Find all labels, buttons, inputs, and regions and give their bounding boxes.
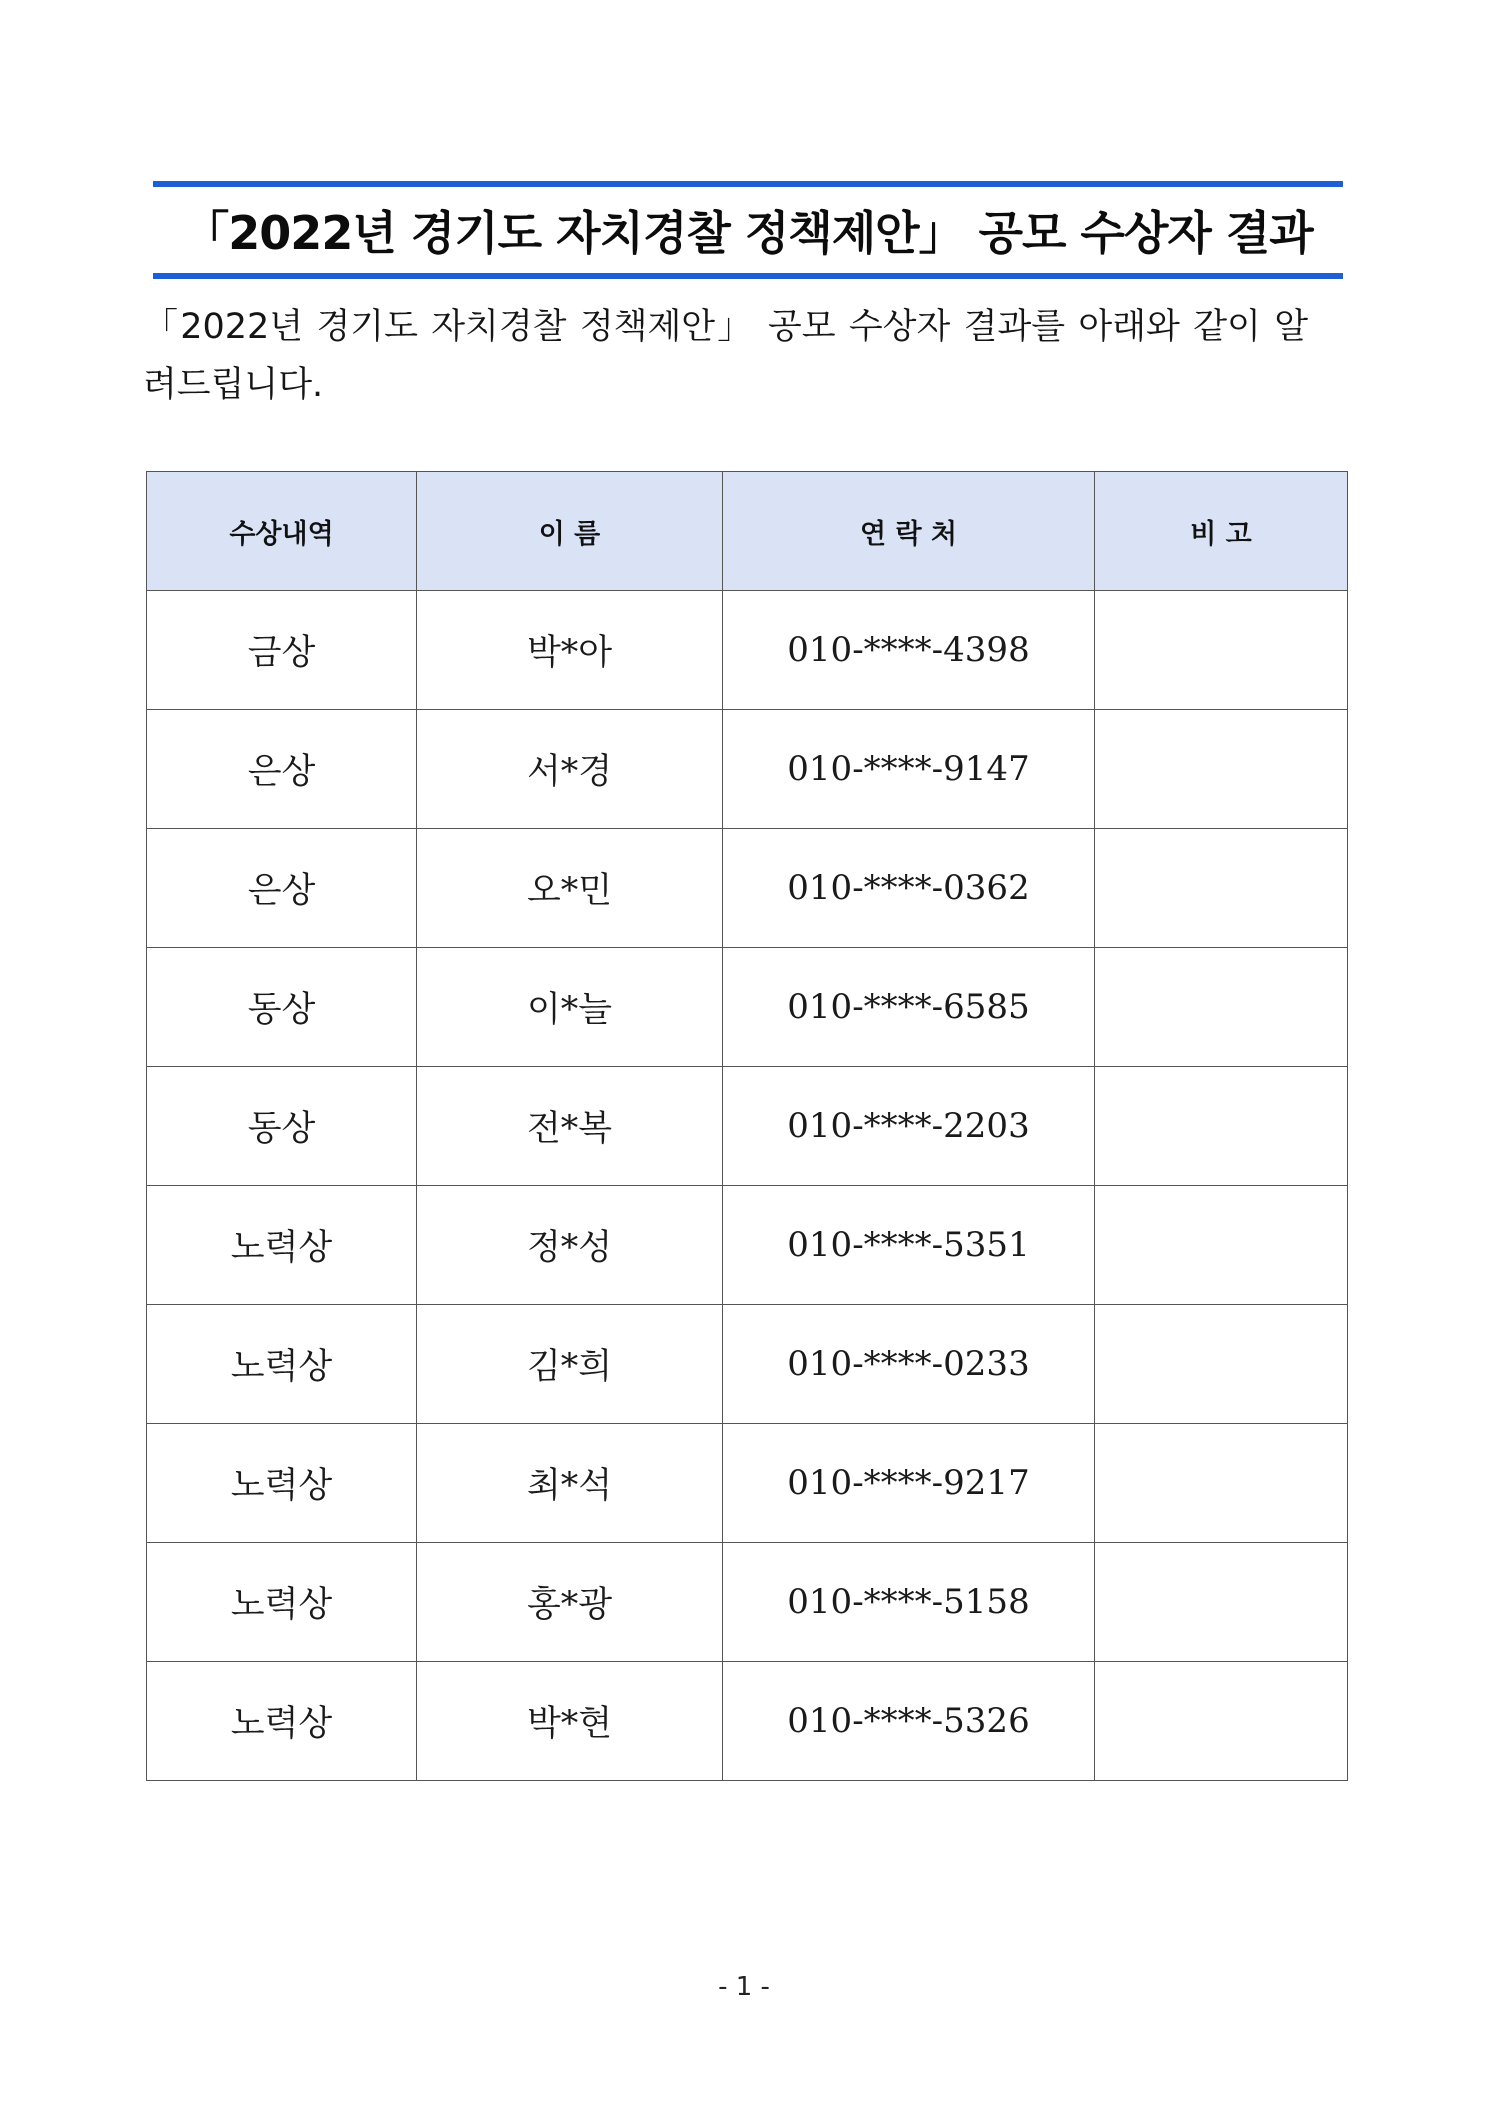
- cell-name: 오*민: [417, 829, 723, 948]
- cell-name: 박*현: [417, 1662, 723, 1781]
- table-row: [147, 1543, 1348, 1662]
- cell-note: [1095, 1186, 1348, 1305]
- table-row: [147, 948, 1348, 1067]
- cell-note: [1095, 1662, 1348, 1781]
- cell-phone: 010-****-2203: [723, 1067, 1095, 1186]
- cell-award: 노력상: [147, 1305, 417, 1424]
- cell-name: 홍*광: [417, 1543, 723, 1662]
- cell-phone: 010-****-5351: [723, 1186, 1095, 1305]
- cell-award: 노력상: [147, 1186, 417, 1305]
- cell-name: 정*성: [417, 1186, 723, 1305]
- cell-phone: 010-****-6585: [723, 948, 1095, 1067]
- cell-note: [1095, 1067, 1348, 1186]
- document-title-box: [153, 181, 1343, 279]
- table-row: [147, 1186, 1348, 1305]
- table-row: [147, 1067, 1348, 1186]
- intro-paragraph: 「2022년 경기도 자치경찰 정책제안」 공모 수상자 결과를 아래와 같이 알려드립니다.: [143, 307, 1308, 405]
- cell-phone: 010-****-4398: [723, 591, 1095, 710]
- cell-note: [1095, 710, 1348, 829]
- cell-phone: 010-****-0362: [723, 829, 1095, 948]
- cell-phone: 010-****-0233: [723, 1305, 1095, 1424]
- cell-name: 김*희: [417, 1305, 723, 1424]
- table-row: [147, 1424, 1348, 1543]
- cell-note: [1095, 1543, 1348, 1662]
- cell-phone: 010-****-9217: [723, 1424, 1095, 1543]
- table-row: [147, 591, 1348, 710]
- cell-award: 은상: [147, 710, 417, 829]
- cell-note: [1095, 591, 1348, 710]
- cell-award: 동상: [147, 1067, 417, 1186]
- document-title: 「2022년 경기도 자치경찰 정책제안」 공모 수상자 결과: [183, 206, 1313, 260]
- cell-note: [1095, 1424, 1348, 1543]
- header-contact: 연 락 처: [723, 472, 1095, 591]
- cell-award: 노력상: [147, 1662, 417, 1781]
- table-row: [147, 1662, 1348, 1781]
- cell-name: 서*경: [417, 710, 723, 829]
- cell-phone: 010-****-9147: [723, 710, 1095, 829]
- cell-name: 이*늘: [417, 948, 723, 1067]
- cell-award: 은상: [147, 829, 417, 948]
- cell-note: [1095, 1305, 1348, 1424]
- table-row: [147, 1305, 1348, 1424]
- cell-note: [1095, 829, 1348, 948]
- cell-name: 최*석: [417, 1424, 723, 1543]
- cell-name: 전*복: [417, 1067, 723, 1186]
- page-number: - 1 -: [718, 1972, 770, 2002]
- cell-phone: 010-****-5158: [723, 1543, 1095, 1662]
- cell-phone: 010-****-5326: [723, 1662, 1095, 1781]
- table-row: [147, 710, 1348, 829]
- cell-award: 동상: [147, 948, 417, 1067]
- header-name: 이 름: [417, 472, 723, 591]
- cell-award: 금상: [147, 591, 417, 710]
- cell-award: 노력상: [147, 1424, 417, 1543]
- award-winners-table: [146, 471, 1348, 1781]
- cell-name: 박*아: [417, 591, 723, 710]
- cell-note: [1095, 948, 1348, 1067]
- header-award: 수상내역: [147, 472, 417, 591]
- header-note: 비 고: [1095, 472, 1348, 591]
- cell-award: 노력상: [147, 1543, 417, 1662]
- table-row: [147, 829, 1348, 948]
- table-header-row: [147, 472, 1348, 591]
